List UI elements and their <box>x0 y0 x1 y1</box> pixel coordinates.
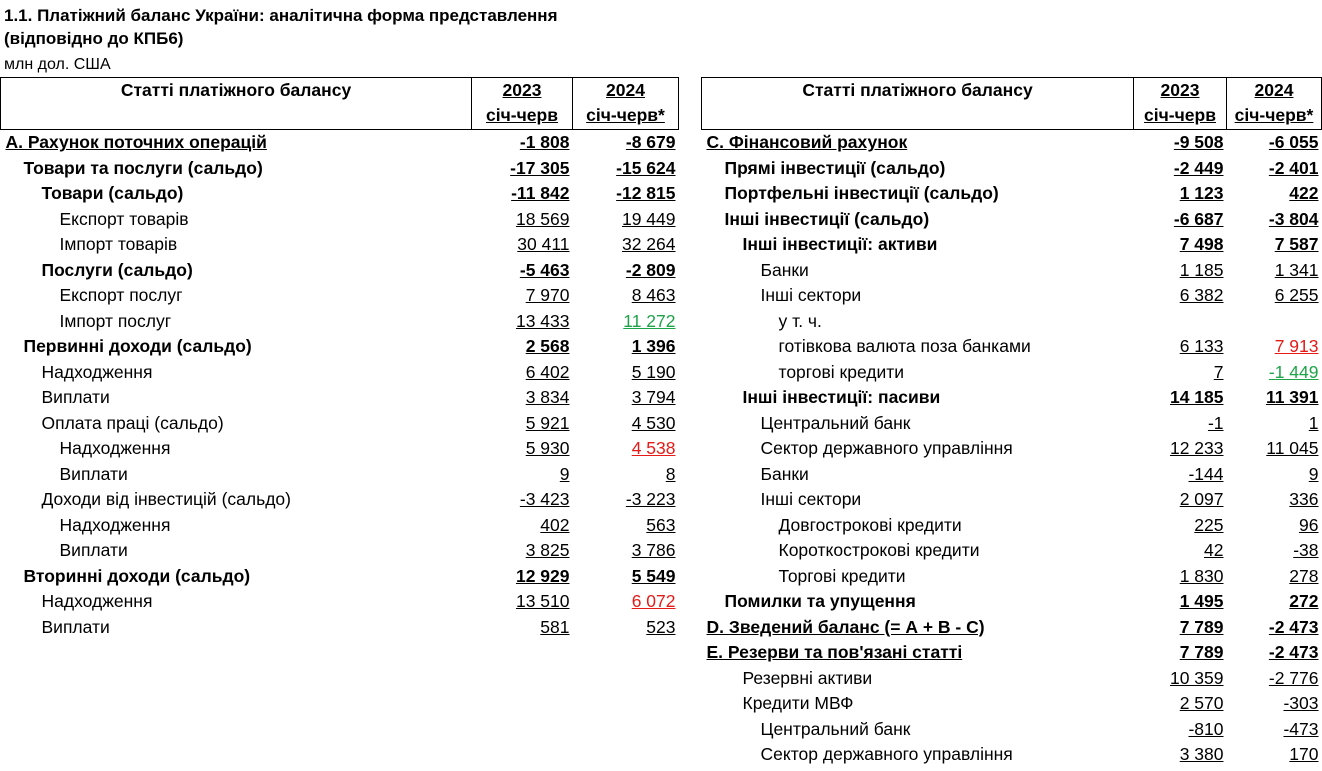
financial-account-table <box>701 77 1322 768</box>
row-label: Сектор державного управління <box>760 744 1013 765</box>
value-2024: 11 272 <box>623 310 676 331</box>
table-row <box>702 258 1322 284</box>
value-2023: -810 <box>1188 718 1224 739</box>
row-label: D. Зведений баланс (= А + В - С) <box>706 616 985 637</box>
table-row <box>702 742 1322 768</box>
row-label: у т. ч. <box>778 310 822 331</box>
row-label: Довгострокові кредити <box>778 514 962 535</box>
column-header-2024: 2024 <box>573 78 679 104</box>
value-2023: 2 568 <box>525 336 570 357</box>
value-2024: -2 809 <box>625 259 676 280</box>
table-row <box>702 717 1322 743</box>
value-2023: 402 <box>540 514 570 535</box>
value-2024: -15 624 <box>616 157 676 178</box>
value-2024: 336 <box>1289 489 1319 510</box>
value-2023: -1 808 <box>519 132 570 153</box>
row-label: Оплата праці (сальдо) <box>41 412 224 433</box>
row-label: Е. Резерви та пов'язані статті <box>706 642 963 663</box>
column-header-items: Статті платіжного балансу <box>702 78 1134 130</box>
value-2023: 12 233 <box>1169 438 1224 459</box>
row-label: Виплати <box>59 463 128 484</box>
table-row <box>1 589 679 615</box>
table-row <box>1 615 679 641</box>
value-2024: -6 055 <box>1268 132 1319 153</box>
row-label: Вторинні доходи (сальдо) <box>23 565 251 586</box>
title-line-1: 1.1. Платіжний баланс України: аналітична форма представлення <box>4 6 558 25</box>
value-2024: 272 <box>1289 591 1319 612</box>
row-label: Доходи від інвестицій (сальдо) <box>41 489 291 510</box>
table-row <box>1 232 679 258</box>
table-row <box>702 156 1322 182</box>
value-2023: 30 411 <box>517 234 570 255</box>
value-2023: 14 185 <box>1169 387 1224 408</box>
value-2024: 6 072 <box>631 591 676 612</box>
value-2023 <box>1134 309 1227 335</box>
row-label: Портфельні інвестиції (сальдо) <box>724 183 999 204</box>
column-header-2024: 2024 <box>1227 78 1322 104</box>
current-account-table <box>0 77 679 640</box>
table-row <box>702 411 1322 437</box>
value-2024: 5 190 <box>631 361 676 382</box>
value-2024: 422 <box>1289 183 1319 204</box>
column-subheader-2023: січ-черв <box>472 103 573 130</box>
value-2023: 7 789 <box>1179 616 1224 637</box>
table-row <box>1 513 679 539</box>
table-row <box>1 360 679 386</box>
row-label: Товари та послуги (сальдо) <box>23 157 263 178</box>
row-label: Помилки та упущення <box>724 591 916 612</box>
value-2023: 1 123 <box>1179 183 1224 204</box>
value-2023: 7 <box>1213 361 1224 382</box>
row-label: Виплати <box>41 387 110 408</box>
table-row <box>1 385 679 411</box>
table-row <box>1 207 679 233</box>
units-label: млн дол. США <box>4 56 111 73</box>
column-header-items: Статті платіжного балансу <box>1 78 472 130</box>
table-row <box>1 436 679 462</box>
table-row <box>1 181 679 207</box>
value-2024: 170 <box>1289 744 1319 765</box>
value-2024: 11 391 <box>1265 387 1319 408</box>
value-2024: 4 530 <box>631 412 676 433</box>
table-row <box>702 666 1322 692</box>
table-row <box>702 589 1322 615</box>
table-row <box>702 513 1322 539</box>
value-2024: -3 223 <box>625 489 676 510</box>
value-2023: -9 508 <box>1173 132 1224 153</box>
row-label: Банки <box>760 259 809 280</box>
value-2024: 3 786 <box>631 540 676 561</box>
value-2024: -38 <box>1293 540 1319 561</box>
value-2023: 225 <box>1194 514 1224 535</box>
value-2024: 1 396 <box>631 336 676 357</box>
column-header-2023: 2023 <box>472 78 573 104</box>
table-row <box>1 258 679 284</box>
row-label: Інші інвестиції: активи <box>742 234 938 255</box>
value-2023: 1 830 <box>1179 565 1224 586</box>
value-2024: 8 463 <box>631 285 676 306</box>
column-subheader-2024: січ-черв* <box>573 103 679 130</box>
title-line-2: (відповідно до КПБ6) <box>4 29 184 48</box>
value-2023: 2 097 <box>1179 489 1224 510</box>
row-label: Інші інвестиції: пасиви <box>742 387 941 408</box>
table-row <box>702 436 1322 462</box>
row-label: С. Фінансовий рахунок <box>706 132 908 153</box>
value-2024: 4 538 <box>631 438 676 459</box>
value-2024: -12 815 <box>616 183 676 204</box>
table-row <box>1 411 679 437</box>
table-row <box>1 156 679 182</box>
value-2023: 5 930 <box>525 438 570 459</box>
value-2024: 3 794 <box>631 387 676 408</box>
value-2023: 6 382 <box>1179 285 1224 306</box>
table-title <box>4 4 558 50</box>
table-row <box>702 691 1322 717</box>
table-row <box>1 334 679 360</box>
table-row <box>1 309 679 335</box>
value-2024: -2 473 <box>1268 642 1319 663</box>
value-2023: 7 498 <box>1179 234 1224 255</box>
table-row <box>702 334 1322 360</box>
value-2023: 5 921 <box>525 412 570 433</box>
column-subheader-2023: січ-черв <box>1134 103 1227 130</box>
column-header-2023: 2023 <box>1134 78 1227 104</box>
table-row <box>702 181 1322 207</box>
table-row <box>1 538 679 564</box>
value-2024: 32 264 <box>621 234 676 255</box>
value-2024: 96 <box>1299 514 1319 535</box>
row-label: Товари (сальдо) <box>41 183 184 204</box>
value-2023: -11 842 <box>511 183 570 204</box>
row-label: Виплати <box>41 616 110 637</box>
table-row <box>1 283 679 309</box>
value-2024: 1 341 <box>1274 259 1319 280</box>
row-label: Інші сектори <box>760 285 862 306</box>
value-2023: -2 449 <box>1173 157 1224 178</box>
value-2023: 10 359 <box>1169 667 1224 688</box>
row-label: Надходження <box>41 361 153 382</box>
value-2023: 581 <box>540 616 570 637</box>
row-label: А. Рахунок поточних операцій <box>5 132 267 153</box>
table-row <box>1 564 679 590</box>
value-2023: 2 570 <box>1179 693 1224 714</box>
row-label: Імпорт товарів <box>59 234 178 255</box>
table-row <box>702 385 1322 411</box>
row-label: Прямі інвестиції (сальдо) <box>724 157 946 178</box>
column-subheader-2024: січ-черв* <box>1227 103 1322 130</box>
row-label: Надходження <box>59 514 171 535</box>
table-row <box>702 462 1322 488</box>
row-label: Послуги (сальдо) <box>41 259 193 280</box>
table-row <box>702 130 1322 156</box>
value-2024: -2 776 <box>1268 667 1319 688</box>
value-2024: -3 804 <box>1268 208 1319 229</box>
value-2023: 6 133 <box>1179 336 1224 357</box>
row-label: готівкова валюта поза банками <box>778 336 1031 357</box>
value-2024: 563 <box>646 514 676 535</box>
table-row <box>1 487 679 513</box>
value-2024: 8 <box>665 463 676 484</box>
row-label: Експорт послуг <box>59 285 183 306</box>
value-2023: 12 929 <box>515 565 570 586</box>
value-2023: 7 789 <box>1179 642 1224 663</box>
table-row <box>702 564 1322 590</box>
row-label: Надходження <box>59 438 171 459</box>
value-2024: -8 679 <box>625 132 676 153</box>
row-label: Короткострокові кредити <box>778 540 980 561</box>
value-2023: 18 569 <box>515 208 570 229</box>
value-2024: 19 449 <box>621 208 676 229</box>
table-row <box>1 462 679 488</box>
table-row <box>1 130 679 156</box>
value-2023: -6 687 <box>1173 208 1224 229</box>
row-label: Резервні активи <box>742 667 873 688</box>
value-2024: -303 <box>1283 693 1319 714</box>
value-2023: 3 380 <box>1179 744 1224 765</box>
row-label: Торгові кредити <box>778 565 906 586</box>
value-2024: 11 045 <box>1266 438 1319 459</box>
table-row <box>702 283 1322 309</box>
value-2024: -2 473 <box>1268 616 1319 637</box>
row-label: Експорт товарів <box>59 208 189 229</box>
value-2024: -1 449 <box>1268 361 1319 382</box>
row-label: Сектор державного управління <box>760 438 1013 459</box>
value-2024: 523 <box>646 616 676 637</box>
row-label: Інші інвестиції (сальдо) <box>724 208 930 229</box>
row-label: Центральний банк <box>760 718 911 739</box>
table-row <box>702 207 1322 233</box>
value-2024: 6 255 <box>1274 285 1319 306</box>
value-2024: 7 913 <box>1274 336 1319 357</box>
table-row <box>702 487 1322 513</box>
table-row <box>702 538 1322 564</box>
row-label: Імпорт послуг <box>59 310 172 331</box>
row-label: Центральний банк <box>760 412 911 433</box>
row-label: Інші сектори <box>760 489 862 510</box>
table-row <box>702 360 1322 386</box>
value-2024: -2 401 <box>1268 157 1319 178</box>
table-row <box>702 615 1322 641</box>
value-2024: -473 <box>1283 718 1319 739</box>
row-label: Первинні доходи (сальдо) <box>23 336 252 357</box>
value-2023: -3 423 <box>519 489 570 510</box>
value-2023: 7 970 <box>525 285 570 306</box>
row-label: Банки <box>760 463 809 484</box>
value-2023: -1 <box>1207 412 1224 433</box>
value-2023: 13 433 <box>515 310 570 331</box>
value-2024: 278 <box>1289 565 1319 586</box>
value-2024: 7 587 <box>1274 234 1319 255</box>
value-2023: 1 495 <box>1179 591 1224 612</box>
value-2023: 3 825 <box>525 540 570 561</box>
row-label: Кредити МВФ <box>742 693 854 714</box>
value-2024: 1 <box>1308 412 1319 433</box>
value-2023: 13 510 <box>515 591 570 612</box>
value-2023: 6 402 <box>525 361 570 382</box>
table-row <box>702 232 1322 258</box>
value-2023: 3 834 <box>525 387 570 408</box>
value-2023: 9 <box>559 463 570 484</box>
row-label: Виплати <box>59 540 128 561</box>
value-2023: -17 305 <box>510 157 570 178</box>
table-row <box>702 640 1322 666</box>
value-2024 <box>1227 309 1322 335</box>
table-row <box>702 309 1322 335</box>
value-2024: 5 549 <box>631 565 676 586</box>
value-2023: -144 <box>1188 463 1224 484</box>
value-2023: 1 185 <box>1179 259 1224 280</box>
row-label: торгові кредити <box>778 361 905 382</box>
value-2023: 42 <box>1204 540 1224 561</box>
row-label: Надходження <box>41 591 153 612</box>
value-2023: -5 463 <box>519 259 570 280</box>
value-2024: 9 <box>1308 463 1319 484</box>
